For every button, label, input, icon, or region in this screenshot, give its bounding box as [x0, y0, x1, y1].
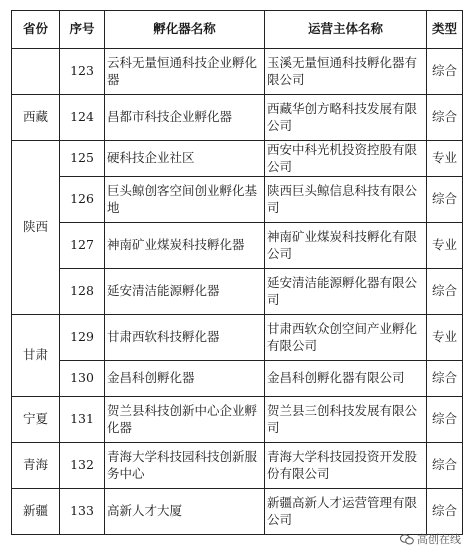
wechat-icon [400, 534, 414, 545]
table-row [12, 315, 463, 361]
type-cell: 综合 [427, 361, 463, 397]
header-name: 孵化器名称 [105, 11, 265, 49]
table-row [12, 141, 463, 177]
table-row [12, 177, 463, 223]
watermark [400, 531, 461, 547]
name-cell: 高新人才大厦 [105, 489, 265, 535]
header-type: 类型 [427, 11, 463, 49]
province-cell [12, 49, 60, 95]
operator-cell: 甘肃西软众创空间产业孵化有限公司 [265, 315, 427, 361]
name-cell: 巨头鲸创客空间创业孵化基地 [105, 177, 265, 223]
type-cell: 专业 [427, 141, 463, 177]
table-row [12, 95, 463, 141]
type-cell: 专业 [427, 315, 463, 361]
number-cell: 131 [60, 397, 105, 443]
operator-cell: 金昌科创孵化器有限公司 [265, 361, 427, 397]
province-cell: 宁夏 [12, 397, 60, 443]
operator-cell: 陕西巨头鲸信息科技有限公司 [265, 177, 427, 223]
table-row [12, 397, 463, 443]
province-cell: 西藏 [12, 95, 60, 141]
watermark-text: 高创在线 [417, 533, 461, 546]
number-cell: 133 [60, 489, 105, 535]
operator-cell: 玉溪无量恒通科技孵化器有限公司 [265, 49, 427, 95]
table-row [12, 489, 463, 535]
name-cell: 硬科技企业社区 [105, 141, 265, 177]
type-cell: 综合 [427, 489, 463, 535]
name-cell: 甘肃西软科技孵化器 [105, 315, 265, 361]
province-cell: 陕西 [12, 141, 60, 315]
number-cell: 124 [60, 95, 105, 141]
table-row [12, 223, 463, 269]
operator-cell: 西藏华创方略科技发展有限公司 [265, 95, 427, 141]
name-cell: 神南矿业煤炭科技孵化器 [105, 223, 265, 269]
province-cell: 甘肃 [12, 315, 60, 397]
name-cell: 云科无量恒通科技企业孵化器 [105, 49, 265, 95]
header-number: 序号 [60, 11, 105, 49]
table-row [12, 361, 463, 397]
number-cell: 128 [60, 269, 105, 315]
type-cell: 综合 [427, 95, 463, 141]
number-cell: 123 [60, 49, 105, 95]
type-cell: 综合 [427, 269, 463, 315]
number-cell: 129 [60, 315, 105, 361]
type-cell: 综合 [427, 397, 463, 443]
operator-cell: 西安中科光机投资控股有限公司 [265, 141, 427, 177]
operator-cell: 青海大学科技园投资开发股份有限公司 [265, 443, 427, 489]
incubator-table [11, 10, 463, 535]
number-cell: 132 [60, 443, 105, 489]
name-cell: 贺兰县科技创新中心企业孵化器 [105, 397, 265, 443]
number-cell: 126 [60, 177, 105, 223]
number-cell: 130 [60, 361, 105, 397]
number-cell: 127 [60, 223, 105, 269]
name-cell: 昌都市科技企业孵化器 [105, 95, 265, 141]
type-cell: 综合 [427, 177, 463, 223]
operator-cell: 神南矿业煤炭科技孵化有限公司 [265, 223, 427, 269]
header-row [12, 11, 463, 49]
province-cell: 青海 [12, 443, 60, 489]
type-cell: 专业 [427, 223, 463, 269]
number-cell: 125 [60, 141, 105, 177]
name-cell: 金昌科创孵化器 [105, 361, 265, 397]
province-cell: 新疆 [12, 489, 60, 535]
operator-cell: 贺兰县三创科技发展有限公司 [265, 397, 427, 443]
type-cell: 综合 [427, 443, 463, 489]
table-row [12, 269, 463, 315]
name-cell: 延安清洁能源孵化器 [105, 269, 265, 315]
name-cell: 青海大学科技园科技创新服务中心 [105, 443, 265, 489]
table-row [12, 49, 463, 95]
type-cell: 综合 [427, 49, 463, 95]
header-operator: 运营主体名称 [265, 11, 427, 49]
operator-cell: 新疆高新人才运营管理有限公司 [265, 489, 427, 535]
header-province: 省份 [12, 11, 60, 49]
table-row [12, 443, 463, 489]
operator-cell: 延安清洁能源孵化器有限公司 [265, 269, 427, 315]
